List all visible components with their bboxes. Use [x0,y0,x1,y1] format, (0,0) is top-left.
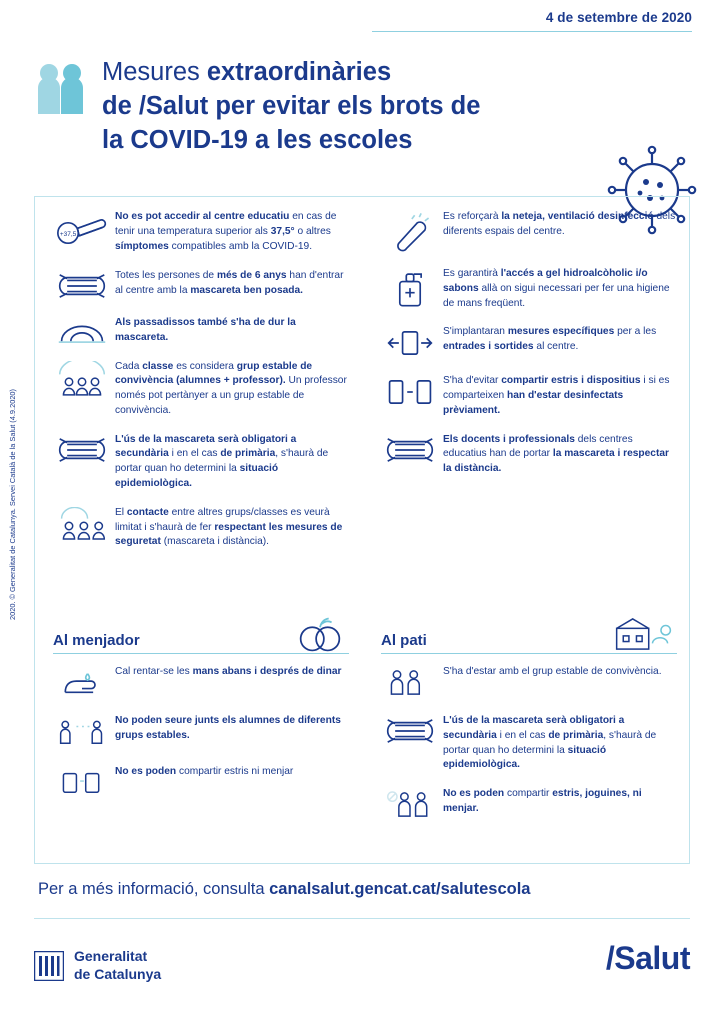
generalitat-name [74,948,161,983]
more-info-prefix: Per a més informació, consulta [38,880,270,898]
date-block [372,10,692,32]
list-item [381,664,677,700]
no-sharing-devices-icon [381,373,439,409]
section-playground-title: Al pati [381,632,427,649]
date-divider [372,31,692,32]
generalitat-mark-icon [34,951,64,981]
list-item-text: Cal rentar-se les mans abans i després de dinar [115,666,342,677]
list-item [381,373,677,418]
section-playground [363,601,691,835]
list-item-text: L'ús de la mascareta serà obligatori a secundària i en el cas de primària, s'haurà de portar quan ho determini la situació epidemiològica. [115,433,329,490]
list-item-text: No es pot accedir al centre educatiu en cas de tenir una temperatura superior als 37,5° o altres símptomes compatibles amb la COVID-19. [115,211,337,252]
poster-header [34,56,694,158]
list-item-text: S'implantaran mesures específiques per a les entrades i sortides al centre. [443,326,657,353]
list-item-text: L'ús de la mascareta serà obligatori a secundària i en el cas de primària, s'haurà de portar quan ho determini la situació epidemiològica. [443,715,657,771]
mask-secondary-icon [381,713,439,747]
section-dining-title: Al menjador [53,632,140,649]
thermometer-icon [53,209,111,255]
handwash-icon [53,664,111,700]
list-item [53,505,349,550]
list-item [381,786,677,822]
list-item [53,432,349,492]
list-item [381,432,677,477]
spray-cleaning-icon [381,209,439,253]
section-playground-head [363,601,691,653]
list-item [53,713,349,751]
title-line-1-bold: extraordinàries [206,58,392,86]
no-share-toys-icon [381,786,439,822]
date-text: 4 de setembre de 2020 [545,10,692,25]
list-item-text: No es poden compartir estris ni menjar [115,766,294,777]
list-item [53,764,349,798]
list-item [381,713,677,773]
no-share-utensils-icon [53,764,111,798]
stable-group-icon [381,664,439,700]
list-item-text: Es reforçarà la neteja, ventilació desinfecció dels diferents espais del centre. [443,211,676,237]
svg-text:+37,5: +37,5 [59,230,77,238]
class-group-icon [53,359,111,399]
list-item-text: Totes les persones de més de 6 anys han d'entrar al centre amb la mascareta ben posada. [115,270,344,296]
seating-separation-icon [53,713,111,751]
footer-divider [34,918,690,919]
list-item [381,324,677,360]
section-dining [35,601,363,835]
list-item-text: Cada classe es considera grup estable de convivència (alumnes + professor). Un professor només pot pertànyer a un grup estable de convivència. [115,360,347,416]
more-info-line [38,880,530,899]
list-item [53,209,349,255]
measures-right-column [363,209,691,563]
list-item-text: S'ha d'estar amb el grup estable de convivència. [443,666,662,677]
staff-mask-icon [381,432,439,466]
title-line-1-plain: Mesures [102,58,207,86]
two-people-icon [34,62,88,118]
copyright-credit: 2020. © Generalitat de Catalunya. Servei Català de la Salut (4.9.2020) [8,388,17,620]
list-item [53,664,349,700]
list-item [53,268,349,302]
measures-panel [34,196,690,864]
distance-groups-icon [53,505,111,545]
mask-secondary-icon [53,432,111,466]
list-item [381,266,677,311]
sections-row [35,601,691,835]
school-building-icon [611,615,677,653]
apples-icon [291,615,349,653]
list-item-text: No poden seure junts els alumnes de diferents grups estables. [115,715,341,741]
list-item-text: El contacte entre altres grups/classes es veurà limitat i s'haurà de fer respectant les mesures de seguretat (mascareta i distància). [115,506,343,548]
salutescola-link[interactable]: canalsalut.gencat.cat/salutescola [269,880,531,898]
generalitat-line-2: de Catalunya [74,965,162,982]
list-item [53,315,349,346]
list-item [53,359,349,419]
hand-sanitizer-icon [381,266,439,310]
entry-exit-icon [381,324,439,360]
salut-logo: /Salut [605,940,690,976]
list-item-text: Els docents i professionals dels centres educatius han de portar la mascareta i respectar la distància. [443,433,669,475]
list-item-text: No es poden compartir estris, joguines, ni menjar. [443,788,642,814]
corridor-icon [53,315,111,345]
section-dining-divider [53,653,349,654]
face-mask-icon [53,268,111,302]
section-playground-divider [381,653,677,654]
title-line-3: la COVID-19 a les escoles [102,125,413,154]
page-title [102,56,480,158]
measures-left-column [35,209,363,563]
section-dining-head [35,601,363,653]
generalitat-line-1: Generalitat [74,948,148,964]
list-item-text: Es garantirà l'accés a gel hidroalcòholic i/o sabons allà on sigui necessari per fer una higiene de mans freqüent. [443,268,670,309]
title-line-2: de /Salut per evitar els brots de [102,91,481,120]
list-item [381,209,677,253]
list-item-text: Als passadissos també s'ha de dur la mascareta. [115,317,296,343]
list-item-text: S'ha d'evitar compartir estris i dispositius i si es comparteixen han d'estar desinfectats prèviament. [443,375,670,416]
measures-columns [35,209,691,563]
generalitat-logo [34,948,161,983]
